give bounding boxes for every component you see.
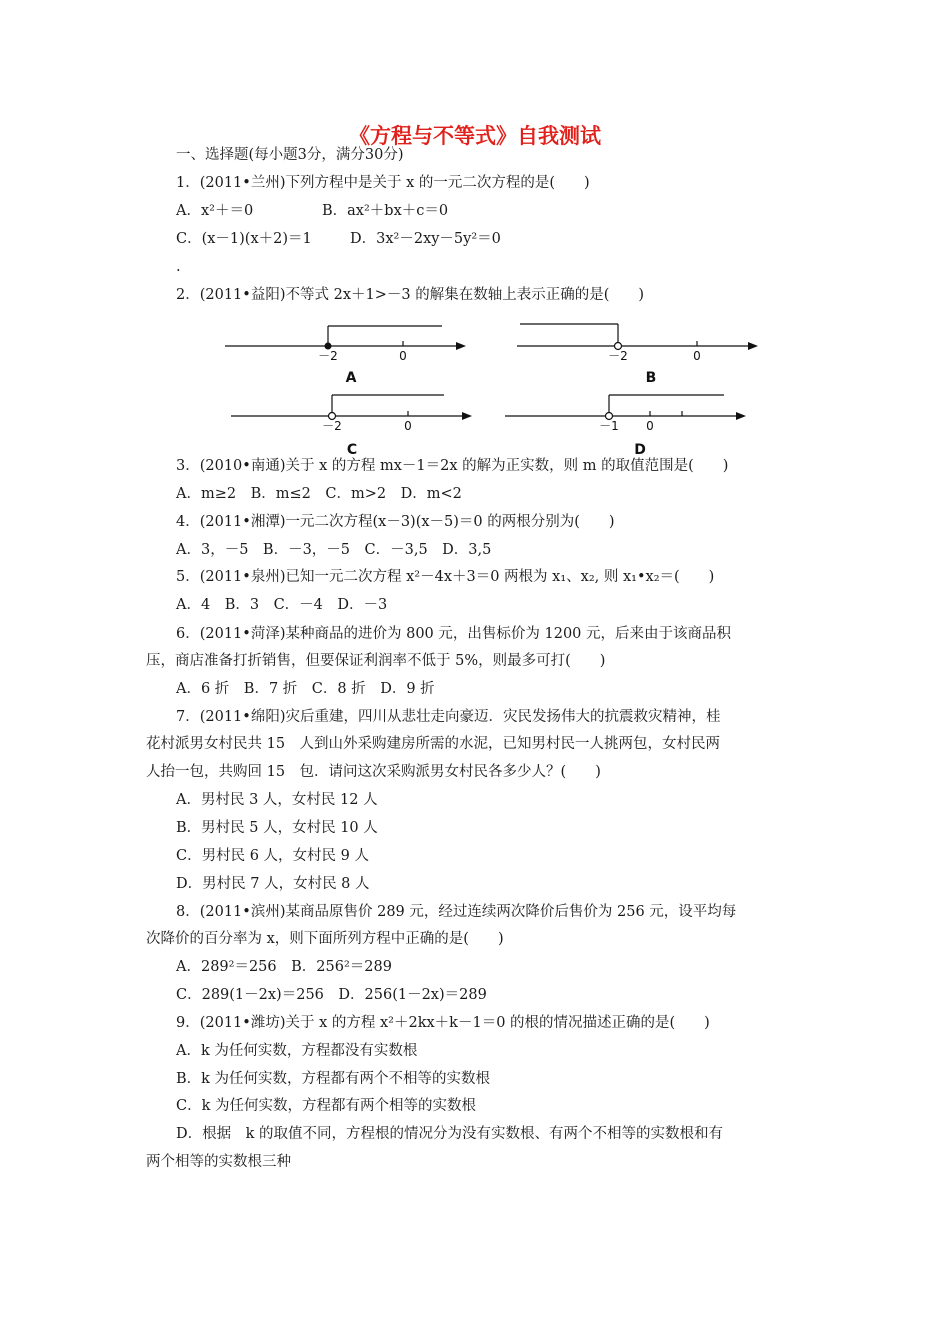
question-6-stem-line-2: 压，商店准备打折销售，但要保证利润率不低于 5%，则最多可打( ) [146,653,606,669]
question-1-options-ab [176,201,448,221]
question-3-options: A．m≥2 B．m≤2 C．m>2 D．m<2 [176,486,462,502]
question-1-options-cd [176,229,501,249]
tick-label-neg: －1 [599,419,619,433]
option-d: D．3x²－2xy－5y²＝0 [350,231,501,247]
number-line-figure-c [226,392,486,462]
tick-label-zero: 0 [399,349,407,363]
question-5-options: A．4 B．3 C．－4 D．－3 [176,597,388,613]
option-b: B．ax²＋bx＋c＝0 [322,203,449,219]
question-9-option-b: B．k 为任何实数，方程都有两个不相等的实数根 [176,1071,491,1087]
question-1-stem: 1．(2011•兰州)下列方程中是关于 x 的一元二次方程的是( ) [176,175,590,191]
number-line-figure-d [500,392,760,462]
question-5-stem: 5．(2011•泉州)已知一元二次方程 x²－4x＋3＝0 两根为 x₁、x₂, 则 x₁•x₂＝( ) [176,569,715,585]
question-8-options-ab: A．289²＝256 B．256²＝289 [176,959,392,975]
option-a: A．x²＋＝0 [176,203,254,219]
question-9-option-a: A．k 为任何实数，方程都没有实数根 [176,1043,418,1059]
question-7-stem-line-2: 花村派男女村民共 15 人到山外采购建房所需的水泥，已知男村民一人挑两包，女村民两 [146,736,721,752]
page-title: 《方程与不等式》自我测试 [349,124,601,148]
question-6-stem-line-1: 6．(2011•菏泽)某种商品的进价为 800 元，出售标价为 1200 元，后来由于该商品积 [176,626,732,642]
number-line-figure-b [512,318,772,388]
question-7-option-b: B．男村民 5 人，女村民 10 人 [176,820,378,836]
question-8-stem-line-1: 8．(2011•滨州)某商品原售价 289 元，经过连续两次降价后售价为 256 元，设平均每 [176,904,737,920]
option-c: C．(x－1)(x＋2)＝1 [176,231,312,247]
question-8-stem-line-2: 次降价的百分率为 x，则下面所列方程中正确的是( ) [146,931,504,947]
question-4-stem: 4．(2011•湘潭)一元二次方程(x－3)(x－5)＝0 的两根分别为( ) [176,514,615,530]
question-9-option-c: C．k 为任何实数，方程都有两个相等的实数根 [176,1098,476,1114]
question-7-stem-line-1: 7．(2011•绵阳)灾后重建，四川从悲壮走向豪迈．灾民发扬伟大的抗震救灾精神，桂 [176,709,721,725]
question-2-stem: 2．(2011•益阳)不等式 2x＋1>－3 的解集在数轴上表示正确的是( ) [176,287,645,303]
question-3-stem: 3．(2010•南通)关于 x 的方程 mx－1＝2x 的解为正实数，则 m 的取值范围是( ) [176,458,729,474]
question-9-option-d-line-2: 两个相等的实数根三种 [146,1154,291,1170]
stray-dot: . [176,259,181,275]
tick-label-zero: 0 [646,419,654,433]
tick-label-zero: 0 [404,419,412,433]
figure-label-c: C [346,442,358,458]
number-line-figure-a [220,318,480,388]
question-8-options-cd: C．289(1－2x)＝256 D．256(1－2x)＝289 [176,987,487,1003]
question-9-stem: 9．(2011•潍坊)关于 x 的方程 x²＋2kx＋k－1＝0 的根的情况描述正确的是( ) [176,1015,710,1031]
question-7-option-a: A．男村民 3 人，女村民 12 人 [176,792,378,808]
tick-label-zero: 0 [693,349,701,363]
question-9-option-d-line-1: D．根据 k 的取值不同，方程根的情况分为没有实数根、有两个不相等的实数根和有 [176,1126,724,1142]
question-4-options: A．3，－5 B．－3，－5 C．－3,5 D．3,5 [176,542,492,558]
section-heading: 一、选择题(每小题3分，满分30分) [176,147,404,163]
figure-label-a: A [345,370,357,386]
tick-label-neg: －2 [608,349,628,363]
question-7-option-c: C．男村民 6 人，女村民 9 人 [176,848,369,864]
figure-label-d: D [634,442,646,458]
question-7-stem-line-3: 人抬一包，共购回 15 包．请问这次采购派男女村民各多少人？( ) [146,764,601,780]
figure-label-b: B [645,370,657,386]
question-6-options: A．6 折 B．7 折 C．8 折 D．9 折 [176,681,435,697]
question-7-option-d: D．男村民 7 人，女村民 8 人 [176,876,370,892]
tick-label-neg: －2 [322,419,342,433]
tick-label-neg: －2 [318,349,338,363]
